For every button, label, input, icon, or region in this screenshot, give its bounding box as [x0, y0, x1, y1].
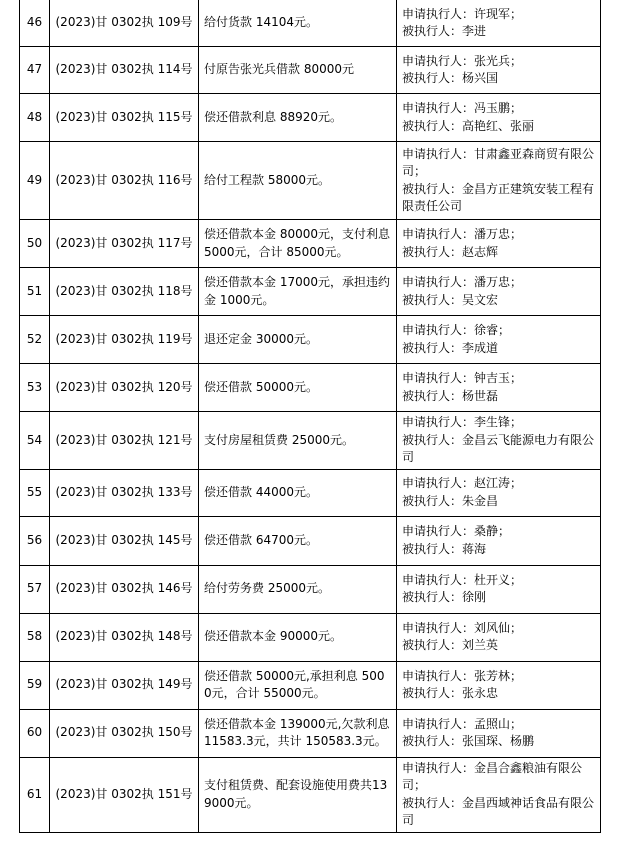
- judgment-content-cell: 付原告张光兵借款 80000元: [199, 47, 397, 94]
- parties-cell: [397, 364, 601, 412]
- row-number-cell: 46: [20, 0, 50, 47]
- judgment-content-cell: 给付劳务费 25000元。: [199, 565, 397, 613]
- applicant-text: 申请执行人：张芳林；: [402, 668, 523, 683]
- table-row: [20, 469, 601, 516]
- respondent-text: 被执行人：金昌西域神话食品有限公司: [402, 795, 595, 827]
- table-row: [20, 47, 601, 94]
- judgment-content-cell: 偿还借款 50000元。: [199, 364, 397, 412]
- respondent-text: 被执行人：李成道: [402, 340, 499, 355]
- row-number-cell: 59: [20, 661, 50, 709]
- respondent-text: 被执行人：金昌云飞能源电力有限公司: [402, 432, 595, 464]
- table-row: [20, 220, 601, 268]
- table-row: [20, 565, 601, 613]
- row-number-cell: 56: [20, 516, 50, 565]
- respondent-text: 被执行人：杨世磊: [402, 388, 499, 403]
- table-row: [20, 142, 601, 220]
- parties-cell: [397, 661, 601, 709]
- row-number-cell: 60: [20, 709, 50, 757]
- respondent-text: 被执行人：吴文宏: [402, 292, 499, 307]
- applicant-text: 申请执行人：许现军；: [402, 6, 523, 21]
- parties-cell: [397, 268, 601, 316]
- case-number-cell: (2023)甘 0302执 115号: [50, 94, 199, 142]
- case-number-cell: (2023)甘 0302执 109号: [50, 0, 199, 47]
- parties-cell: [397, 316, 601, 364]
- case-number-cell: (2023)甘 0302执 114号: [50, 47, 199, 94]
- judgment-content-cell: 偿还借款本金 17000元，承担违约金 1000元。: [199, 268, 397, 316]
- judgment-content-cell: 支付房屋租赁费 25000元。: [199, 412, 397, 470]
- table-row: [20, 364, 601, 412]
- judgment-content-cell: 偿还借款本金 90000元。: [199, 613, 397, 661]
- judgment-content-cell: 偿还借款本金 139000元,欠款利息11583.3元，共计 150583.3元。: [199, 709, 397, 757]
- row-number-cell: 53: [20, 364, 50, 412]
- case-number-cell: (2023)甘 0302执 119号: [50, 316, 199, 364]
- applicant-text: 申请执行人：钟吉玉；: [402, 371, 523, 385]
- judgment-content-cell: 偿还借款本金 80000元，支付利息 5000元，合计 85000元。: [199, 220, 397, 268]
- applicant-text: 申请执行人：桑静；: [402, 524, 511, 538]
- judgment-content-cell: 给付货款 14104元。: [199, 0, 397, 47]
- respondent-text: 被执行人：刘兰英: [402, 638, 499, 652]
- row-number-cell: 48: [20, 94, 50, 142]
- applicant-text: 申请执行人：金昌合鑫粮油有限公司；: [402, 760, 583, 792]
- parties-cell: [397, 516, 601, 565]
- row-number-cell: 57: [20, 565, 50, 613]
- applicant-text: 申请执行人：张光兵；: [402, 53, 523, 68]
- parties-cell: [397, 412, 601, 470]
- row-number-cell: 58: [20, 613, 50, 661]
- case-number-cell: (2023)甘 0302执 118号: [50, 268, 199, 316]
- parties-cell: [397, 469, 601, 516]
- judgment-content-cell: 支付租赁费、配套设施使用费共139000元。: [199, 757, 397, 832]
- parties-cell: [397, 0, 601, 47]
- parties-cell: [397, 565, 601, 613]
- applicant-text: 申请执行人：刘风仙；: [402, 620, 523, 635]
- case-number-cell: (2023)甘 0302执 117号: [50, 220, 199, 268]
- parties-cell: [397, 220, 601, 268]
- case-number-cell: (2023)甘 0302执 121号: [50, 412, 199, 470]
- respondent-text: 被执行人：徐刚: [402, 590, 487, 604]
- table-body: [20, 0, 601, 832]
- judgment-content-cell: 偿还借款利息 88920元。: [199, 94, 397, 142]
- judgment-content-cell: 偿还借款 44000元。: [199, 469, 397, 516]
- case-number-cell: (2023)甘 0302执 145号: [50, 516, 199, 565]
- applicant-text: 申请执行人：潘万忠；: [402, 227, 523, 241]
- case-number-cell: (2023)甘 0302执 149号: [50, 661, 199, 709]
- table-row: [20, 94, 601, 142]
- applicant-text: 申请执行人：潘万忠；: [402, 275, 523, 289]
- applicant-text: 申请执行人：冯玉鹏；: [402, 101, 523, 115]
- parties-cell: [397, 142, 601, 220]
- applicant-text: 申请执行人：孟照山；: [402, 716, 523, 731]
- case-number-cell: (2023)甘 0302执 150号: [50, 709, 199, 757]
- parties-cell: [397, 613, 601, 661]
- applicant-text: 申请执行人：甘肃鑫亚森商贸有限公司；: [402, 146, 595, 178]
- judgment-content-cell: 偿还借款 64700元。: [199, 516, 397, 565]
- parties-cell: [397, 94, 601, 142]
- case-number-cell: (2023)甘 0302执 120号: [50, 364, 199, 412]
- judgment-content-cell: 退还定金 30000元。: [199, 316, 397, 364]
- table-row: [20, 757, 601, 832]
- table-row: [20, 661, 601, 709]
- case-number-cell: (2023)甘 0302执 151号: [50, 757, 199, 832]
- case-number-cell: (2023)甘 0302执 146号: [50, 565, 199, 613]
- respondent-text: 被执行人：金昌方正建筑安装工程有限责任公司: [402, 181, 595, 213]
- table-row: [20, 709, 601, 757]
- judgment-content-cell: 偿还借款 50000元,承担利息 5000元，合计 55000元。: [199, 661, 397, 709]
- table-row: [20, 613, 601, 661]
- respondent-text: 被执行人：高艳红、张丽: [402, 118, 535, 133]
- enforcement-cases-table: [19, 0, 601, 833]
- respondent-text: 被执行人：蒋海: [402, 541, 487, 556]
- row-number-cell: 54: [20, 412, 50, 470]
- table-row: [20, 412, 601, 470]
- case-number-cell: (2023)甘 0302执 148号: [50, 613, 199, 661]
- parties-cell: [397, 709, 601, 757]
- respondent-text: 被执行人：朱金昌: [402, 493, 499, 508]
- applicant-text: 申请执行人：赵江涛；: [402, 476, 523, 490]
- applicant-text: 申请执行人：杜开义；: [402, 572, 523, 587]
- table-row: [20, 0, 601, 47]
- row-number-cell: 47: [20, 47, 50, 94]
- case-number-cell: (2023)甘 0302执 133号: [50, 469, 199, 516]
- applicant-text: 申请执行人：徐睿；: [402, 323, 511, 337]
- respondent-text: 被执行人：张永忠: [402, 686, 499, 700]
- table-row: [20, 316, 601, 364]
- judgment-content-cell: 给付工程款 58000元。: [199, 142, 397, 220]
- row-number-cell: 55: [20, 469, 50, 516]
- respondent-text: 被执行人：赵志辉: [402, 244, 499, 259]
- respondent-text: 被执行人：杨兴国: [402, 71, 499, 85]
- parties-cell: [397, 47, 601, 94]
- table-row: [20, 516, 601, 565]
- table-row: [20, 268, 601, 316]
- row-number-cell: 51: [20, 268, 50, 316]
- applicant-text: 申请执行人：李生锋；: [402, 415, 523, 429]
- row-number-cell: 50: [20, 220, 50, 268]
- parties-cell: [397, 757, 601, 832]
- row-number-cell: 49: [20, 142, 50, 220]
- row-number-cell: 52: [20, 316, 50, 364]
- case-number-cell: (2023)甘 0302执 116号: [50, 142, 199, 220]
- respondent-text: 被执行人：李进: [402, 24, 487, 38]
- respondent-text: 被执行人：张国琛、杨鹏: [402, 734, 535, 748]
- row-number-cell: 61: [20, 757, 50, 832]
